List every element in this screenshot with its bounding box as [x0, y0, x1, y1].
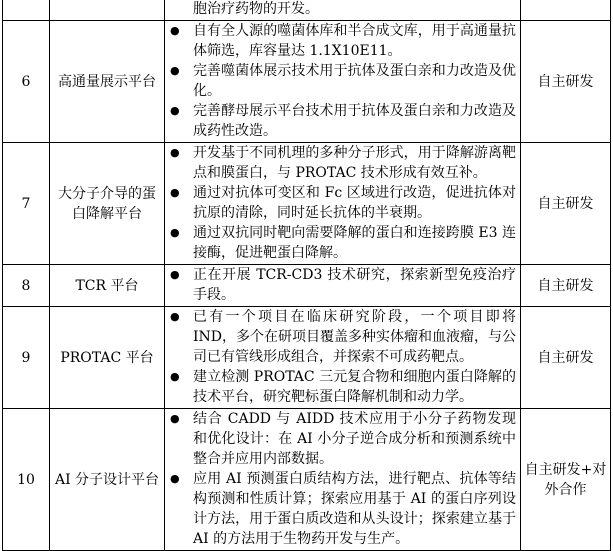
list-item: ● 建立检测 PROTAC 三元复合物和细胞内蛋白降解的技术平台，研究靶标蛋白降解机制和动力学。 [170, 369, 516, 405]
platform-name: 大分子介导的蛋白降解平台 [50, 143, 165, 265]
platform-name: PROTAC 平台 [50, 307, 165, 409]
table-row [3, 409, 611, 551]
list-item: ● 已有一个项目在临床研究阶段，一个项目即将 IND，多个在研项目覆盖多种实体瘤和血液瘤，与公司已有管线形成组合，并探索不可成药靶点。 [170, 309, 517, 365]
row-number: 8 [3, 265, 50, 307]
platform-description [165, 409, 521, 551]
bullet-icon: ● [170, 226, 180, 239]
bullet-icon: ● [170, 412, 180, 425]
source-type: 自主研发 [521, 265, 611, 307]
continuation-text: 胞治疗药物的开发。 [193, 1, 319, 17]
source-type: 自主研发+对外合作 [521, 409, 611, 551]
table-row [3, 143, 611, 265]
bullet-icon: ● [170, 64, 180, 77]
platform-description [165, 143, 521, 265]
source-type: 自主研发 [521, 307, 611, 409]
row-number: 10 [3, 409, 50, 551]
row-number: 6 [3, 21, 50, 143]
bullet-icon: ● [170, 268, 180, 281]
source-type: 自主研发 [521, 143, 611, 265]
bullet-icon: ● [170, 370, 180, 383]
row-number: 9 [3, 307, 50, 409]
bullet-icon: ● [170, 104, 180, 117]
cell-description [165, 0, 521, 21]
row-number: 7 [3, 143, 50, 265]
cell-number [3, 0, 50, 21]
table-row [3, 265, 611, 307]
list-item: ● 应用 AI 预测蛋白质结构方法，进行靶点、抗体等结构预测和性质计算；探索应用基于 AI 的蛋白序列设计方法，用于蛋白质改造和从头设计；探索建立基于 AI 的方法用于生物药开发与生产。 [170, 471, 516, 547]
list-item: ● 完善酵母展示平台技术用于抗体及蛋白亲和力改造及成药性改造。 [170, 103, 516, 139]
platform-name: 高通量展示平台 [50, 21, 165, 143]
tech-platform-table [2, 0, 611, 551]
platform-name: TCR 平台 [50, 265, 165, 307]
list-item: ● 自有全人源的噬菌体库和半合成文库，用于高通量抗体筛选，库容量达 1.1X10E11。 [170, 23, 516, 59]
platform-description [165, 265, 521, 307]
cell-source [521, 0, 611, 21]
table-row [3, 21, 611, 143]
bullet-icon: ● [170, 472, 180, 485]
platform-description [165, 307, 521, 409]
list-item: ● 结合 CADD 与 AIDD 技术应用于小分子药物发现和优化设计：在 AI 小分子逆合成分析和预测系统中整合并应用内部数据。 [170, 411, 516, 467]
list-item: ● 开发基于不同机理的多种分子形式，用于降解游离靶点和膜蛋白，与 PROTAC 技术形成有效互补。 [170, 145, 516, 181]
platform-name: AI 分子设计平台 [50, 409, 165, 551]
bullet-icon: ● [170, 24, 180, 37]
platform-description [165, 21, 521, 143]
list-item: ● 通过双抗同时靶向需要降解的蛋白和连接跨膜 E3 连接酶，促进靶蛋白降解。 [170, 225, 516, 261]
list-item: ● 完善噬菌体展示技术用于抗体及蛋白亲和力改造及优化。 [170, 63, 516, 99]
bullet-icon: ● [170, 146, 180, 159]
list-item: ● 通过对抗体可变区和 Fc 区域进行改造，促进抗体对抗原的清除，同时延长抗体的半衰期。 [170, 185, 516, 221]
table-row-continuation [3, 0, 611, 21]
bullet-icon: ● [170, 310, 180, 323]
cell-platform [50, 0, 165, 21]
bullet-icon: ● [170, 186, 180, 199]
table-row [3, 307, 611, 409]
source-type: 自主研发 [521, 21, 611, 143]
list-item: ● 正在开展 TCR-CD3 技术研究，探索新型免疫治疗手段。 [170, 267, 516, 303]
